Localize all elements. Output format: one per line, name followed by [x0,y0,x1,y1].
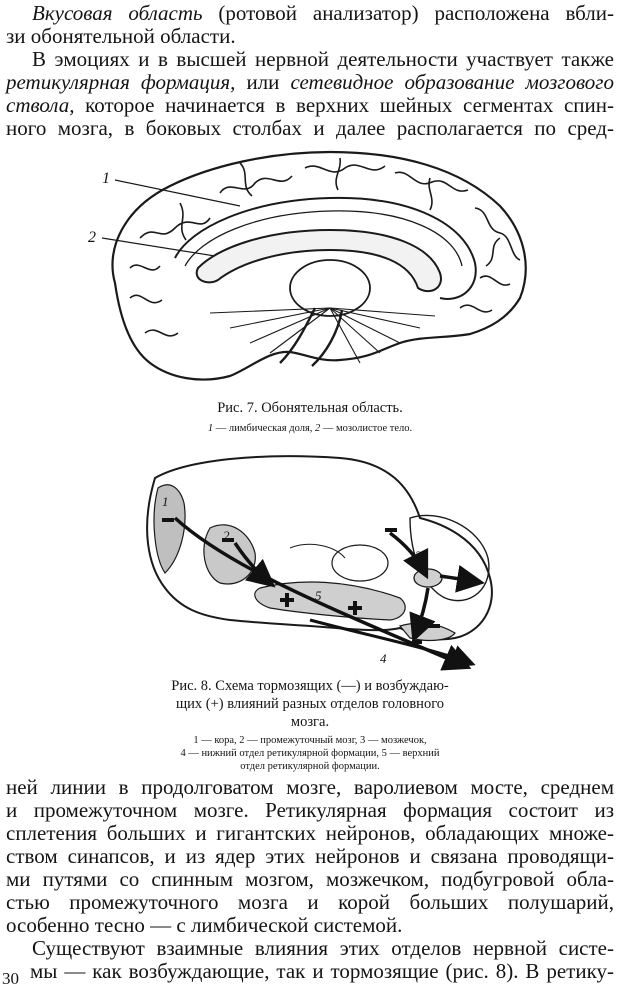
text-line: В эмоциях и в высшей нервной деятельности участвует также [32,47,614,71]
legend-text: — мозолистое тело. [320,423,413,434]
figure7-brain-illustration [80,138,560,388]
text-line: ми путями со спинным мозгом, мозжечком, подбугровой обла- [6,867,614,891]
brain-outline [112,152,525,380]
italic-term: Вкусовая область [32,1,203,25]
legend-number: 2 [315,423,321,434]
figure8-caption-line: мозга. [290,714,330,730]
text-line: стью промежуточного мозга и корой больших полушарий, [6,890,614,914]
figure8-caption-line: Рис. 8. Схема тормозящих (—) и возбуждаю- [171,678,449,694]
text-line: зи обонятельной области. [6,24,236,48]
text-line: ней линии в продолговатом мозге, варолиевом мосте, среднем [6,775,614,799]
figure7-label-2: 2 [88,229,96,246]
figure8-label-5: 5 [315,588,322,603]
text-span: или [235,70,291,94]
reticular-lower-region [400,623,455,640]
text-line: мы — как возбуждающие, так и тормозящие (рис. 8). В ретику- [30,959,614,983]
diencephalon-region [204,525,255,584]
text-line [32,2,614,25]
legend-number: 1 [207,423,214,434]
text-line: Существуют взаимные влияния этих отделов нервной систе- [32,936,614,960]
text-line: ного мозга, в боковых столбах и далее располагается по сред- [6,116,614,140]
text-line [6,71,614,94]
cortex-region [154,485,185,573]
italic-term: сетевидное образование мозгового [290,70,614,94]
figure8-schema-illustration [110,448,510,673]
text-line [6,94,614,117]
italic-term: ретикулярная формация, [6,70,236,94]
figure7-legend [40,422,580,435]
italic-term: ствола, [6,93,75,117]
text-span: (ротовой анализатор) расположена вбли- [202,1,614,25]
figure7-label-1: 1 [102,170,110,187]
figure8-label-1: 1 [162,494,169,509]
figure8-label-4: 4 [380,651,387,666]
figure8-label-2: 2 [223,528,230,543]
figure8-legend-line: отдел ретикулярной формации. [240,761,380,772]
figure8-legend-line: 1 — кора, 2 — промежуточный мозг, 3 — мозжечок, [193,735,427,746]
text-line: ством синапсов, и из ядер этих нейронов и связана проводящи- [6,844,614,868]
text-line: сплетения больших и гигантских нейронов, обладающих множе- [6,821,614,845]
figure8-caption-line: щих (+) влияний разных отделов головного [175,696,445,712]
legend-text: — лимбическая доля, [213,423,316,434]
page-number: 30 [2,969,19,988]
figure7-caption: Рис. 7. Обонятельная область. [217,400,403,416]
text-span: которое начинается в верхних шейных сегментах спин- [74,93,614,117]
figure8-label-3: 3 [415,548,422,563]
text-line: особенно тесно — с лимбической системой. [6,913,403,937]
reticular-upper-region [255,582,405,620]
figure8-legend-line: 4 — нижний отдел ретикулярной формации, 5 — верхний [180,748,440,759]
text-line: и промежуточном мозге. Ретикулярная формация состоит из [6,798,614,822]
